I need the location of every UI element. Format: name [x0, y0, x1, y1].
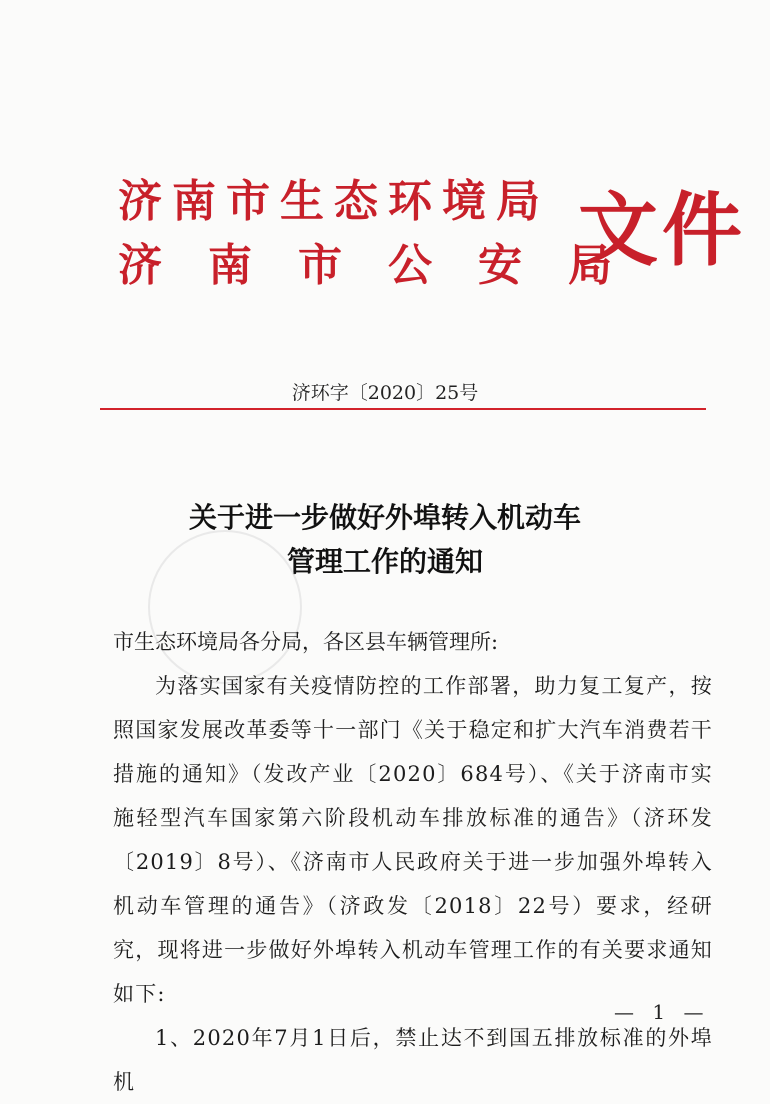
document-title	[0, 496, 770, 584]
title-line-2: 管理工作的通知	[286, 545, 483, 578]
document-number: 济环字〔2020〕25号	[291, 382, 479, 404]
issuer-public-security-bureau: 济南市公安局	[118, 240, 658, 291]
issuer-ecology-bureau: 济南市生态环境局	[118, 176, 550, 227]
document-body	[113, 620, 713, 1104]
paragraph-item-1: 1、2020年7月1日后，禁止达不到国五排放标准的外埠机	[113, 1026, 713, 1094]
salutation: 市生态环境局各分局，各区县车辆管理所:	[113, 630, 499, 654]
page-number: — 1 —	[614, 1000, 710, 1024]
title-line-1: 关于进一步做好外埠转入机动车	[188, 501, 581, 534]
paragraph-intro: 为落实国家有关疫情防控的工作部署，助力复工复产，按照国家发展改革委等十一部门《关于稳定和扩大汽车消费若干措施的通知》（发改产业〔2020〕684号）、《关于济南市实施轻型汽车国家第六阶段机动车排放标准的通告》（济环发〔2019〕8号）、《济南市人民政府关于进一步加强外埠转入机动车管理的通告》（济政发〔2018〕22号）要求，经研究，现将进一步做好外埠转入机动车管理工作的有关要求通知如下:	[113, 674, 713, 1006]
issuing-agencies	[118, 172, 658, 296]
document-type-label: 文件	[578, 183, 746, 277]
red-separator-line	[100, 408, 706, 410]
